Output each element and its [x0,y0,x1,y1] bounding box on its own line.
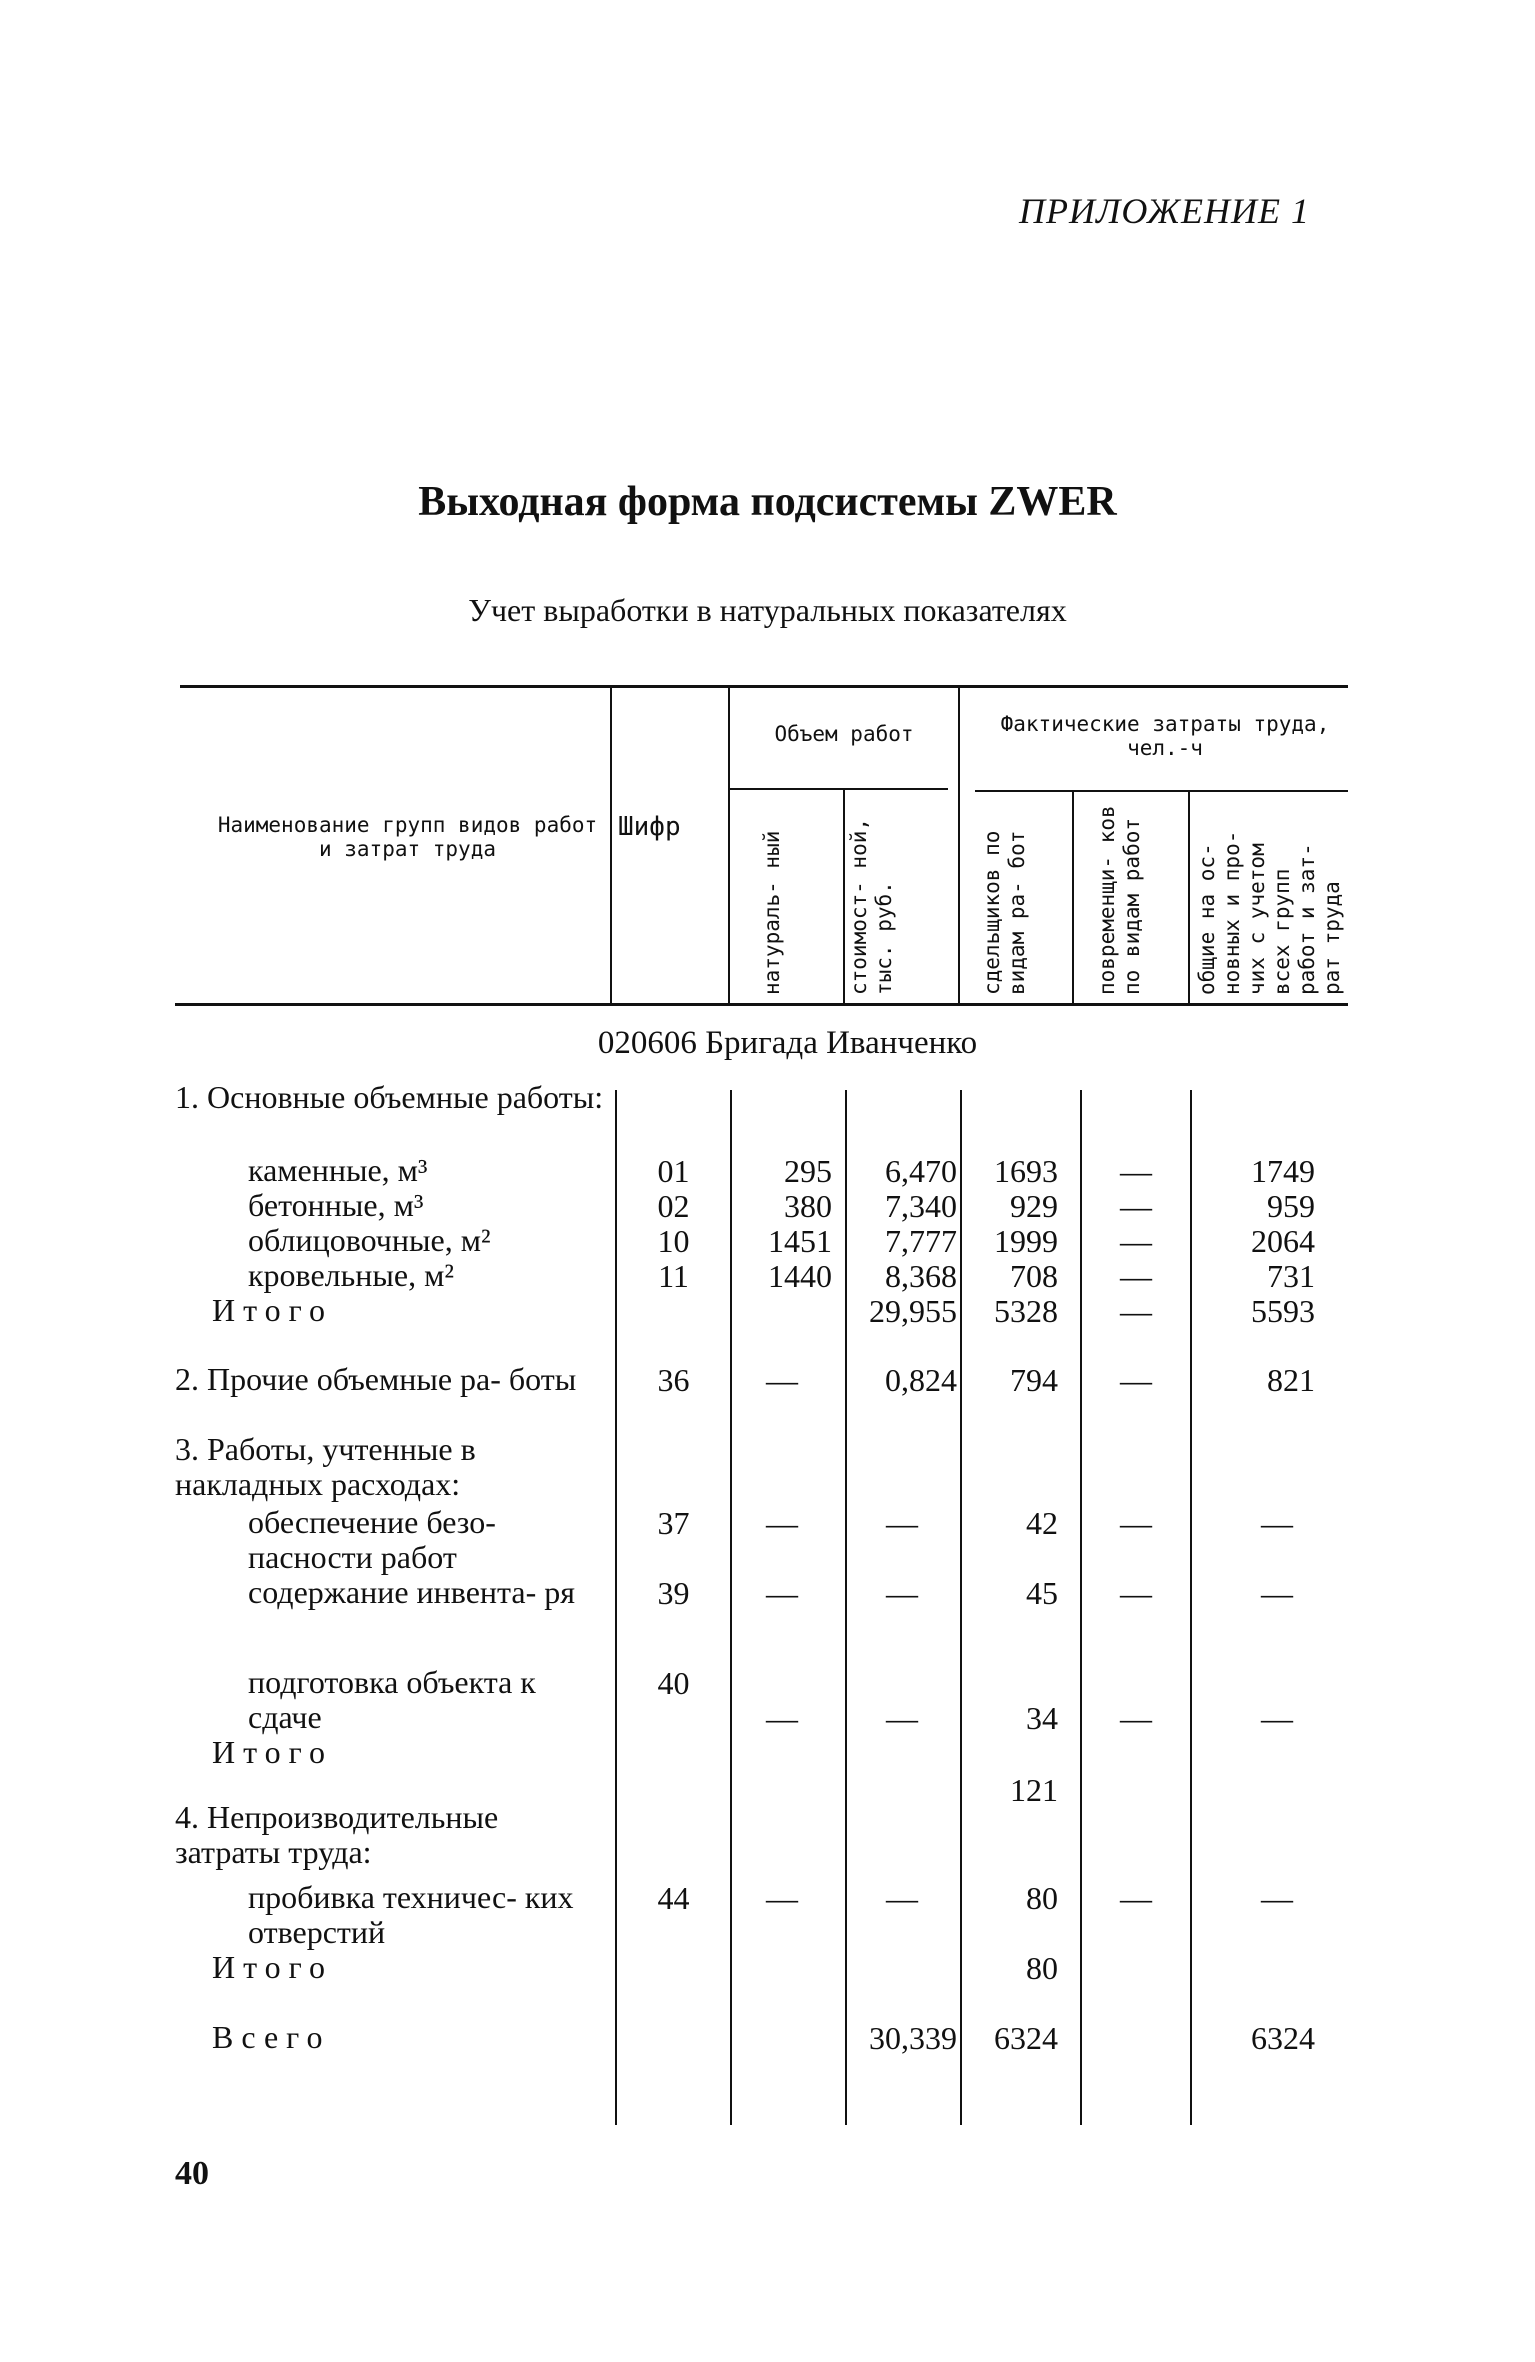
table-top-rule [180,685,1348,688]
table-row-cost: — [886,1505,918,1541]
volume-subrule [730,788,948,790]
table-row-time: — [1120,1880,1152,1916]
table-row-label: содержание инвента- ря [248,1574,575,1610]
section-title-4: 4. Непроизводительные затраты труда: [175,1799,499,1870]
table-row-natural: 295 [784,1153,832,1189]
table-row-natural: 380 [784,1188,832,1224]
page-subtitle: Учет выработки в натуральных показателях [468,592,1067,628]
table-row-natural: — [766,1700,798,1736]
table-row-total: — [1261,1575,1293,1611]
table-row-piece: 794 [1010,1362,1058,1398]
table-row-code: 01 [657,1153,690,1189]
table-row-time: — [1120,1575,1152,1611]
table-row-total: 5593 [1251,1293,1315,1329]
table-row-time: — [1120,1153,1152,1189]
page-title: Выходная форма подсистемы ZWER [418,479,1117,525]
table-row-code: 11 [658,1258,689,1294]
table-row-time: — [1120,1188,1152,1224]
table-row-label: Итого [212,1292,333,1328]
table-row-piece: 1693 [994,1153,1058,1189]
table-row-time: — [1120,1362,1152,1398]
table-row-piece: 1999 [994,1223,1058,1259]
table-row-code: 02 [657,1188,690,1224]
table-row-cost: 7,777 [885,1223,957,1259]
table-row-cost: 8,368 [885,1258,957,1294]
header-vline-1 [610,688,612,1003]
table-row-cost: 7,340 [885,1188,957,1224]
header-labor-group: Фактические затраты труда, чел.-ч [1000,712,1330,760]
table-row-total: 1749 [1251,1153,1315,1189]
table-row-label: пробивка техничес- ких отверстий [248,1879,574,1950]
table-row-natural: — [766,1880,798,1916]
header-vline-4 [958,688,960,1003]
table-row-label: обеспечение безо- пасности работ [248,1504,496,1575]
header-volume-group: Объем работ [774,722,914,746]
header-bottom-rule [175,1003,1348,1006]
table-row-code: 36 [657,1362,690,1398]
table-row-code: 39 [657,1575,690,1611]
table-row-natural: — [766,1362,798,1398]
table-row-label: Итого [212,1949,333,1985]
header-volume-cost: стоимост- ной, тыс. руб. [847,817,896,995]
table-row-piece: 80 [1026,1880,1058,1916]
table-row-cost: 29,955 [869,1293,957,1329]
header-vline-3 [843,790,845,1003]
table-row-time: — [1120,1223,1152,1259]
section-title-3: 3. Работы, учтенные в накладных расходах: [175,1431,476,1502]
section-title-2: 2. Прочие объемные ра- боты [175,1361,577,1397]
table-row-natural: — [766,1505,798,1541]
table-row-total: 2064 [1251,1223,1315,1259]
table-row-code: 40 [657,1665,690,1701]
table-row-label: Итого [212,1734,333,1770]
table-row-time: — [1120,1258,1152,1294]
table-row-cost: 0,824 [885,1362,957,1398]
table-row-label: кровельные, м² [248,1257,454,1293]
table-row-total: — [1261,1505,1293,1541]
table-row-piece: 42 [1026,1505,1058,1541]
table-row-time: — [1120,1293,1152,1329]
table-row-code: 37 [657,1505,690,1541]
header-labor-piece: сдельщиков по видам ра- бот [980,830,1029,995]
brigade-label: 020606 Бригада Иванченко [597,1025,978,1061]
header-labor-time: повременщи- ков по видам работ [1095,805,1144,995]
table-row-code: 10 [657,1223,690,1259]
header-vline-5 [1072,792,1074,1003]
table-row-piece: 121 [1010,1772,1058,1808]
table-row-label: бетонные, м³ [248,1187,424,1223]
table-row-time: — [1120,1700,1152,1736]
table-row-cost: — [886,1575,918,1611]
page-number: 40 [175,2155,209,2192]
table-row-label: Всего [212,2019,331,2055]
table-row-total: — [1261,1700,1293,1736]
table-row-total: 821 [1267,1362,1315,1398]
table-row-total: 959 [1267,1188,1315,1224]
table-row-piece: 708 [1010,1258,1058,1294]
table-row-cost: — [886,1700,918,1736]
header-name: Наименование групп видов работ и затрат труда [217,813,598,861]
table-row-label: каменные, м³ [248,1152,428,1188]
header-labor-total: общие на ос- новных и про- чих с учетом всех групп работ и зат- рат труда [1195,830,1344,995]
table-row-piece: 34 [1026,1700,1058,1736]
table-row-natural: — [766,1575,798,1611]
table-row-cost: 30,339 [869,2020,957,2056]
section-title-1: 1. Основные объемные работы: [175,1079,604,1115]
table-row-piece: 929 [1010,1188,1058,1224]
table-row-natural: 1451 [768,1223,832,1259]
table-row-natural: 1440 [768,1258,832,1294]
table-row-total: — [1261,1880,1293,1916]
table-row-total: 6324 [1251,2020,1315,2056]
table-row-label: подготовка объекта к сдаче [248,1664,536,1735]
labor-subrule [975,790,1348,792]
table-row-code: 44 [657,1880,690,1916]
table-row-time: — [1120,1505,1152,1541]
table-row-piece: 6324 [994,2020,1058,2056]
table-row-label: облицовочные, м² [248,1222,491,1258]
table-row-total: 731 [1267,1258,1315,1294]
table-row-piece: 5328 [994,1293,1058,1329]
table-row-cost: 6,470 [885,1153,957,1189]
header-vline-6 [1188,792,1190,1003]
table-row-piece: 80 [1026,1950,1058,1986]
header-volume-natural: натураль- ный [760,830,784,995]
header-code: Шифр [618,812,681,842]
table-row-cost: — [886,1880,918,1916]
appendix-label: ПРИЛОЖЕНИЕ 1 [1019,191,1310,231]
table-row-piece: 45 [1026,1575,1058,1611]
